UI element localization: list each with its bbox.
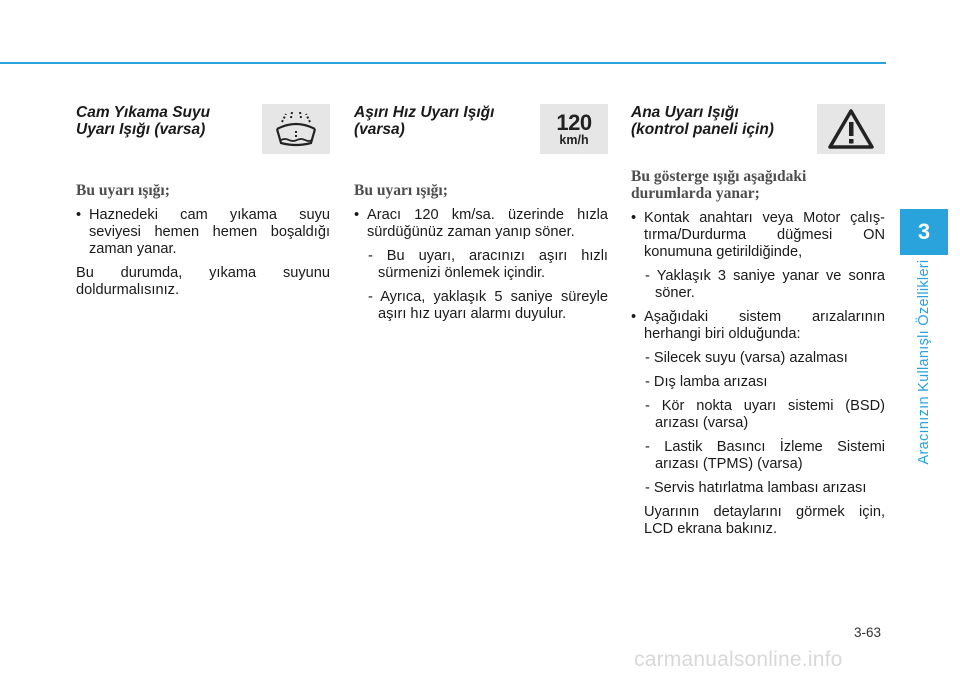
sub-item: - Bu uyarı, aracınızı aşırı hızlı sürmenizi önlemek içindir. [368,248,608,281]
sub-item: - Dış lamba arızası [645,374,768,390]
watermark: carmanualsonline.info [634,648,843,671]
sub-item: - Lastik Basıncı İzleme Sistemi arızası (TPMS) (varsa) [645,439,885,472]
page-number: 3-63 [854,625,882,640]
section-title [631,104,791,138]
section-header [76,104,330,156]
bullet-item: • Kontak anahtarı veya Motor çalış-tırma/Durdurma düğmesi ON konumuna getirildiğinde, [631,210,885,261]
warning-triangle-icon [817,104,885,154]
chapter-number-tab: 3 [900,209,948,255]
speed-number: 120 [556,109,592,135]
section-overspeed [354,104,608,330]
sub-item: - Ayrıca, yaklaşık 5 saniye süreyle aşırı hız uyarı alarmı duyulur. [368,289,608,322]
top-rule [0,62,886,64]
chapter-title: Aracınızın Kullanışlı Özellikleri [916,259,932,465]
section-master-warning [631,104,885,545]
subheading: Bu uyarı ışığı; [354,182,448,199]
sub-item: - Kör nokta uyarı sistemi (BSD) arızası (varsa) [645,398,885,431]
sub-item: - Silecek suyu (varsa) azalması [645,350,848,366]
closing-paragraph: Uyarının detaylarını görmek için, LCD ekrana bakınız. [644,504,885,537]
section-title-line2: Uyarı Işığı (varsa) [76,121,206,138]
section-title [354,104,514,138]
subheading: Bu gösterge ışığı aşağıdaki durumlarda yanar; [631,168,807,202]
section-title-line1: Cam Yıkama Suyu [76,104,211,121]
section-title-line1: Ana Uyarı Işığı [631,104,739,121]
section-washer-fluid [76,104,330,306]
section-title [76,104,236,138]
sub-item: - Servis hatırlatma lambası arızası [645,480,867,496]
section-header [354,104,608,156]
speed-unit: km/h [559,132,589,147]
section-title-line2: (kontrol paneli için) [631,121,774,138]
section-title-line2: (varsa) [354,121,405,138]
section-title-line1: Aşırı Hız Uyarı Işığı [354,104,495,121]
section-header [631,104,885,156]
washer-fluid-icon [262,104,330,154]
bullet-item: • Aracı 120 km/sa. üzerinde hızla sürdüğünüz zaman yanıp söner. [354,207,608,241]
bullet-item: • Haznedeki cam yıkama suyu seviyesi hemen hemen boşaldığı zaman yanar. [76,207,330,258]
paragraph: Bu durumda, yıkama suyunu doldurmalısınız. [76,265,330,298]
subheading: Bu uyarı ışığı; [76,182,170,199]
sub-item: - Yaklaşık 3 saniye yanar ve sonra söner. [645,268,885,301]
bullet-item: • Aşağıdaki sistem arızalarının herhangi biri olduğunda: [631,309,885,343]
speed-120-icon [540,104,608,154]
